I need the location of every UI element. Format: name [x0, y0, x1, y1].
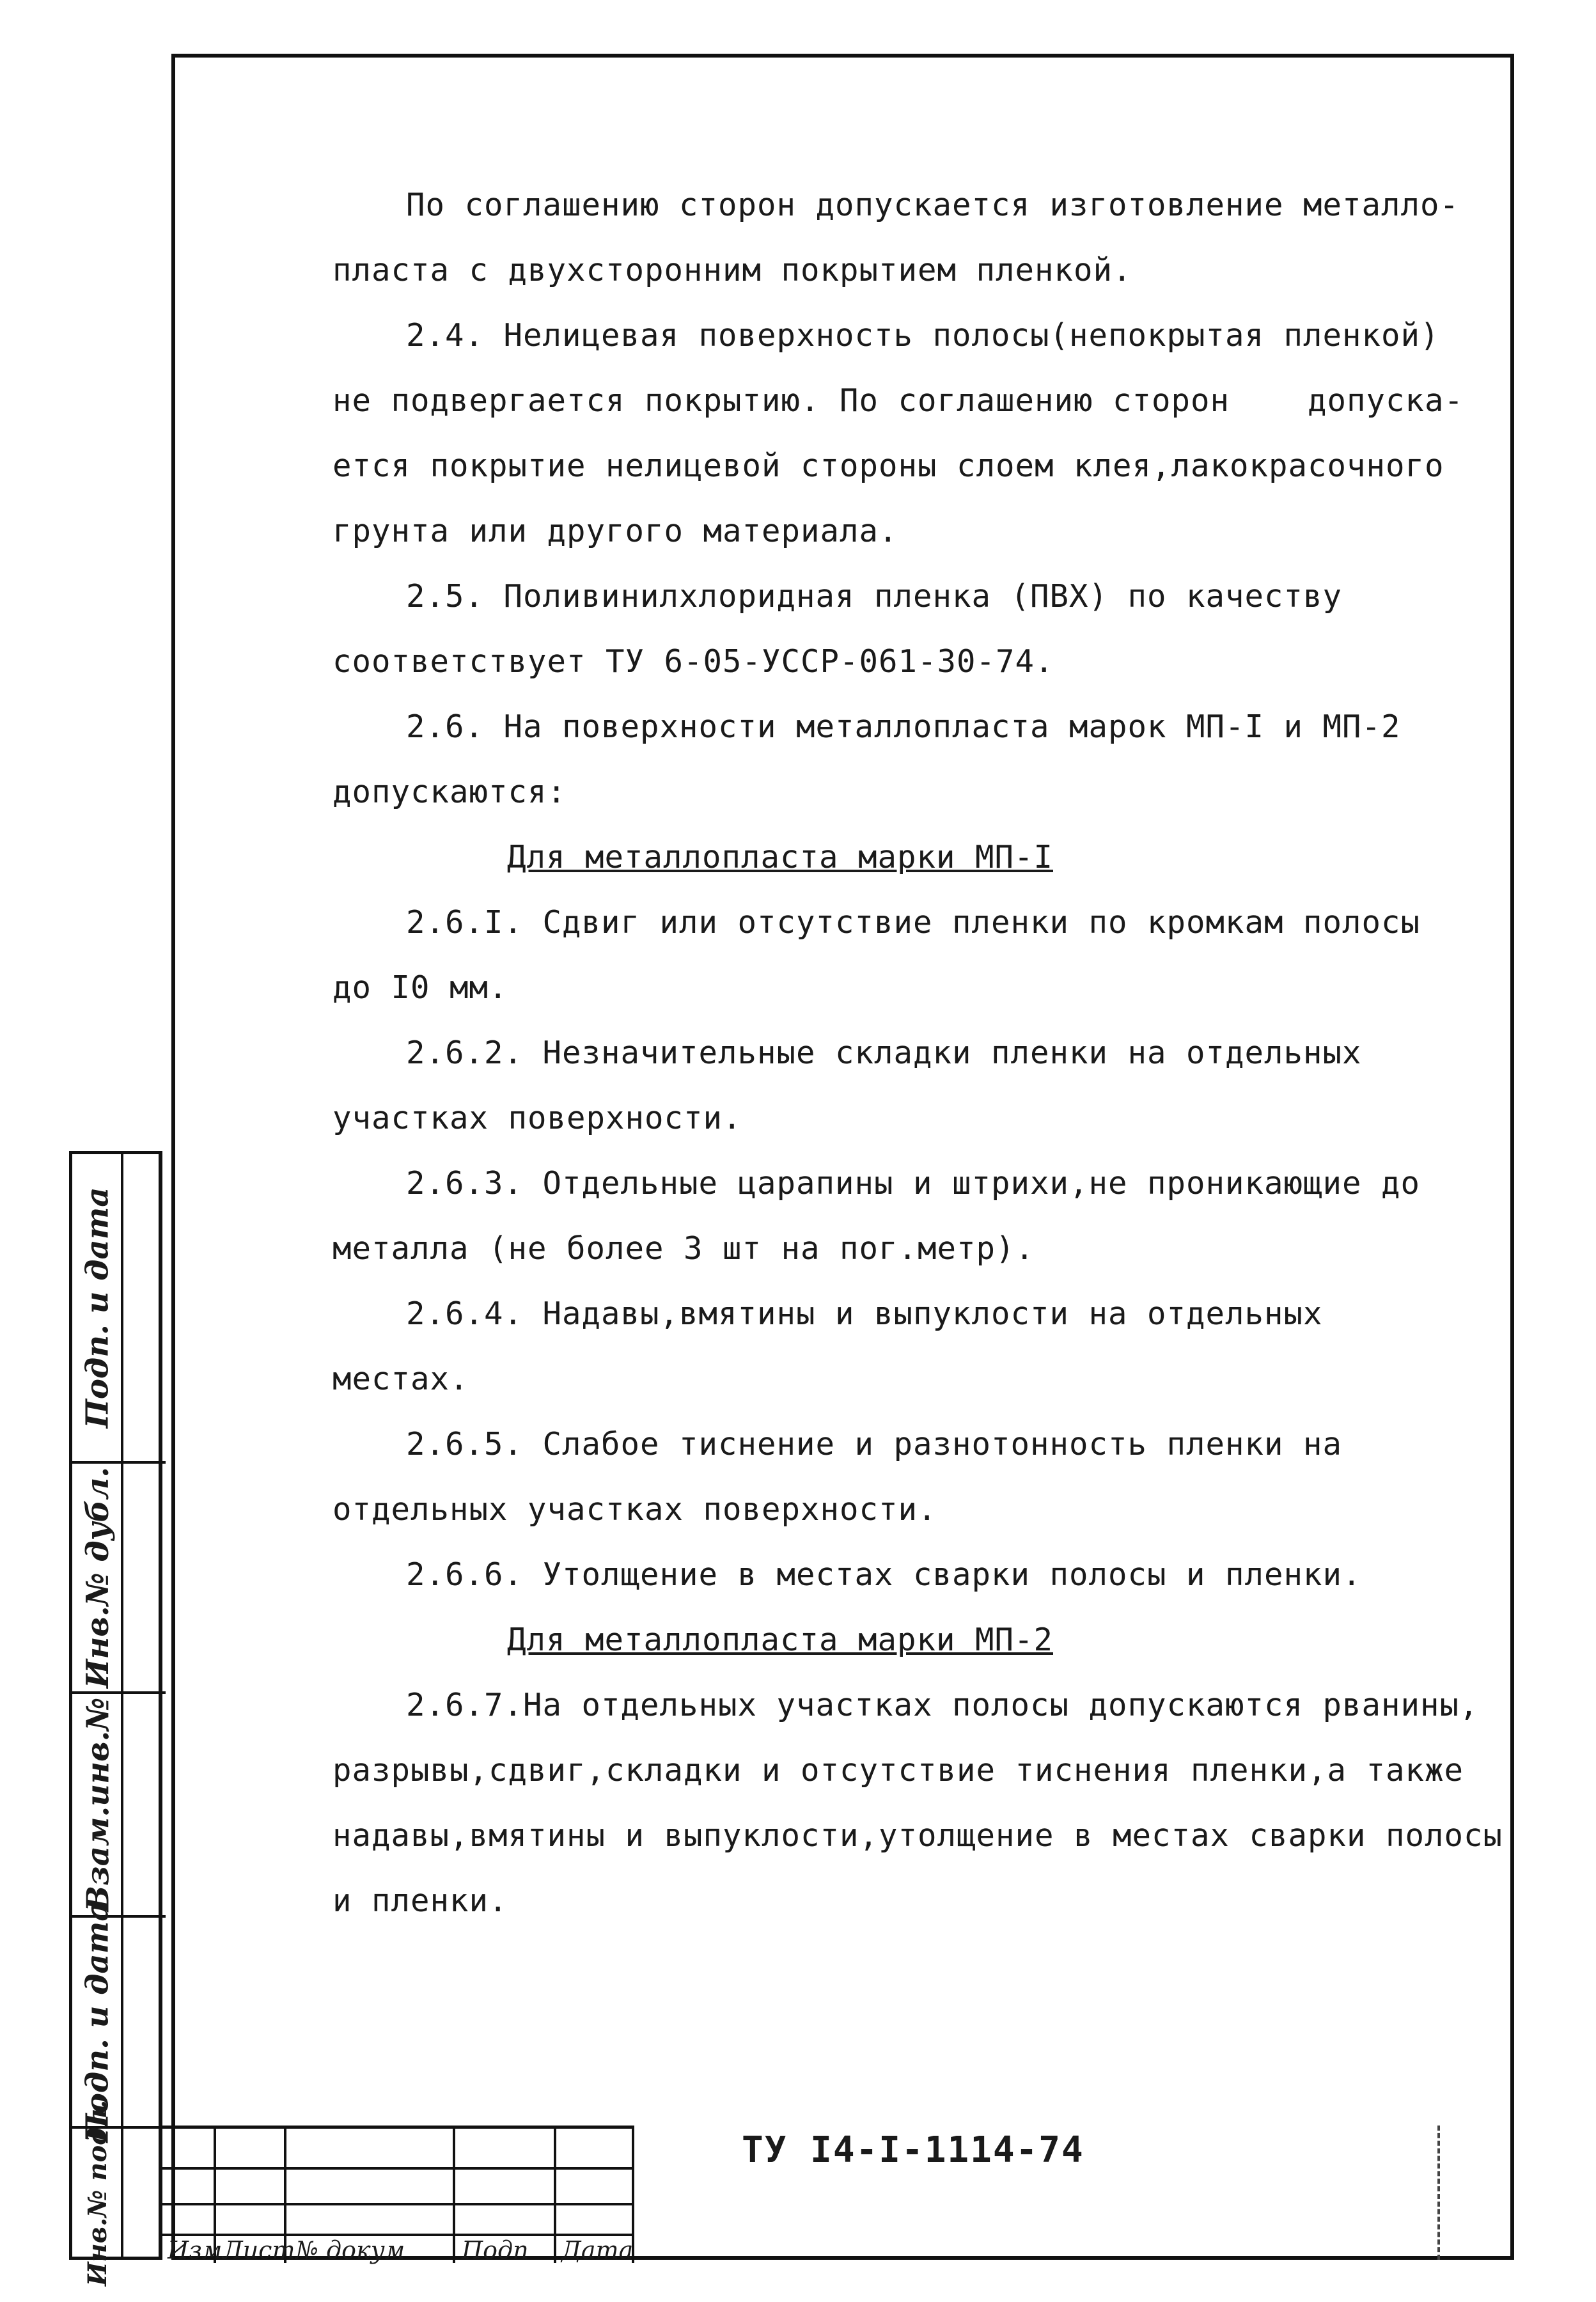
text-line: металла (не более 3 шт на пог.метр). [332, 1230, 1035, 1267]
text-line: 2.5. Поливинилхлоридная пленка (ПВХ) по качеству [406, 578, 1343, 615]
section-subheading: Для металлопласта марки МП-2 [506, 1622, 1053, 1658]
side-label-replace-inv: Взам.инв.№ [80, 1697, 116, 1912]
text-line: соответствует ТУ 6-05-УССР-061-30-74. [332, 643, 1054, 680]
side-label-dup-inv: Инв.№ дубл. [80, 1466, 116, 1689]
side-cell-sign-date-1 [72, 1901, 166, 2143]
text-line: пласта с двухсторонним покрытием пленкой. [332, 252, 1132, 288]
text-line: 2.6. На поверхности металлопласта марок МП-I и МП-2 [406, 709, 1401, 745]
side-cell-orig-inv [72, 2099, 166, 2286]
text-line: и пленки. [332, 1883, 508, 1919]
text-line: грунта или другого материала. [332, 513, 898, 549]
side-cell-replace-inv [72, 1691, 166, 1918]
title-block-grid [161, 2126, 634, 2264]
col-head-sheet: Лист [223, 2236, 295, 2264]
side-cell-sign-date-2 [72, 1154, 166, 1461]
side-label-sign-date-1: Подп. и дата [80, 1901, 116, 2143]
col-head-doc-no: № докум [295, 2236, 405, 2264]
side-cell-dup-inv [72, 1461, 166, 1694]
side-stamp [69, 1151, 162, 2286]
side-label-orig-inv: Инв.№ подл. [82, 2099, 113, 2286]
text-line: разрывы,сдвиг,складки и отсутствие тиснения пленки,а также [332, 1752, 1464, 1789]
side-label-sign-date-2: Подп. и дата [80, 1187, 116, 1429]
text-line: 2.6.I. Сдвиг или отсутствие пленки по кромкам полосы [406, 904, 1421, 941]
text-line: По соглашению сторон допускается изготовление металло- [406, 187, 1460, 223]
col-head-signature: Подп [462, 2236, 529, 2264]
text-line: участках поверхности. [332, 1100, 742, 1136]
section-subheading: Для металлопласта марки МП-I [506, 839, 1053, 875]
title-block-column-heads [161, 2236, 634, 2262]
text-line: 2.6.4. Надавы,вмятины и выпуклости на отдельных [406, 1296, 1323, 1332]
text-line: 2.6.6. Утолщение в местах сварки полосы и пленки. [406, 1556, 1362, 1593]
text-line: 2.6.5. Слабое тиснение и разнотонность пленки на [406, 1426, 1343, 1462]
sheet-number-box [1437, 2126, 1517, 2260]
document-body [332, 173, 1503, 1934]
text-line: надавы,вмятины и выпуклости,утолщение в местах сварки полосы [332, 1817, 1503, 1854]
text-line: местах. [332, 1361, 469, 1397]
text-line: 2.4. Нелицевая поверхность полосы(непокрытая пленкой) [406, 317, 1440, 354]
text-line: не подвергается покрытию. По соглашению сторон допуска- [332, 382, 1464, 419]
text-line: ется покрытие нелицевой стороны слоем клея,лакокрасочного [332, 448, 1444, 484]
text-line: до I0 мм. [332, 969, 508, 1006]
text-line: 2.6.3. Отдельные царапины и штрихи,не проникающие до [406, 1165, 1421, 1202]
text-line: отдельных участках поверхности. [332, 1491, 937, 1528]
col-head-change: Изм [168, 2236, 223, 2264]
document-number: ТУ I4-I-1114-74 [742, 2129, 1084, 2171]
text-line: допускаются: [332, 774, 567, 810]
text-line: 2.6.2. Незначительные складки пленки на отдельных [406, 1035, 1362, 1071]
col-head-date: Дата [561, 2236, 634, 2264]
text-line: 2.6.7.На отдельных участках полосы допускаются рванины, [406, 1687, 1479, 1723]
